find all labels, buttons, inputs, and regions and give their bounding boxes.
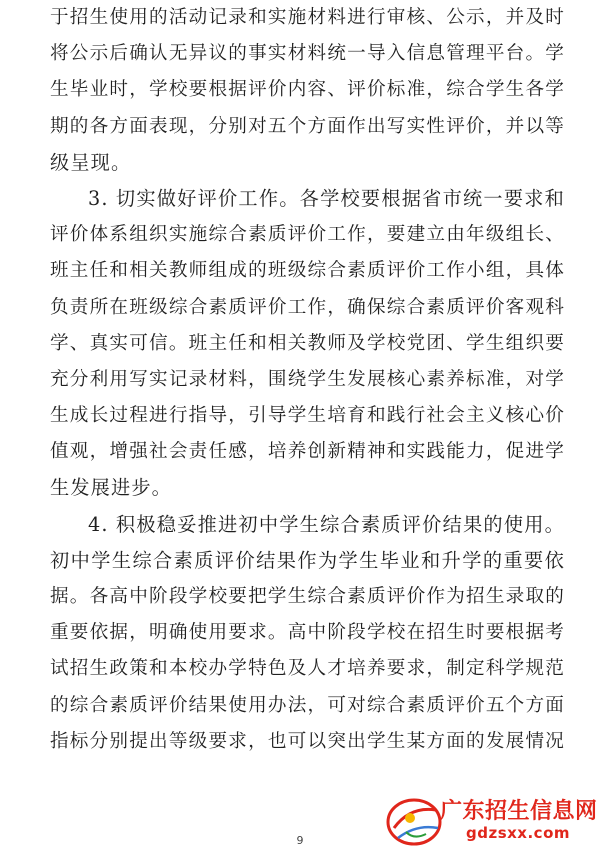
text-line: 于招生使用的活动记录和实施材料进行审核、公示，并及时 (50, 7, 565, 28)
text-line: 的综合素质评价结果使用办法，可对综合素质评价五个方面 (50, 694, 565, 716)
text-line: 充分利用写实记录材料，围绕学生发展核心素养标准，对学 (50, 368, 565, 390)
text-line: 负责所在班级综合素质评价工作，确保综合素质评价客观科 (50, 296, 565, 318)
text-line: 班主任和相关教师组成的班级综合素质评价工作小组，具体 (50, 260, 565, 282)
text-line: 试招生政策和本校办学特色及人才培养要求，制定科学规范 (50, 658, 565, 680)
text-line: 级呈现。 (50, 150, 132, 174)
text-line: 初中学生综合素质评价结果作为学生毕业和升学的重要依 (50, 548, 565, 572)
text-line: 3. 切实做好评价工作。各学校要根据省市统一要求和 (88, 186, 565, 210)
text-line: 指标分别提出等级要求，也可以突出学生某方面的发展情况 (50, 730, 565, 752)
text-line: 4. 积极稳妥推进初中学生综合素质评价结果的使用。 (88, 512, 565, 536)
text-line: 生毕业时，学校要根据评价内容、评价标准，综合学生各学 (50, 79, 565, 101)
text-line: 评价体系组织实施综合素质评价工作，要建立由年级组长、 (50, 224, 565, 246)
watermark-site-name: 广东招生信息网 (440, 799, 598, 824)
watermark-site-url: gdzsxx.com (466, 824, 571, 842)
text-line: 据。各高中阶段学校要把学生综合素质评价作为招生录取的 (50, 586, 565, 607)
page-number: 9 (296, 834, 304, 847)
text-line: 期的各方面表现，分别对五个方面作出写实性评价，并以等 (50, 115, 565, 137)
text-line: 生发展进步。 (50, 476, 173, 500)
text-line: 生成长过程进行指导，引导学生培育和践行社会主义核心价 (50, 405, 565, 427)
text-line: 值观，增强社会责任感，培养创新精神和实践能力，促进学 (50, 441, 565, 463)
text-line: 重要依据，明确使用要求。高中阶段学校在招生时要根据考 (50, 622, 565, 644)
text-line: 将公示后确认无异议的事实材料统一导入信息管理平台。学 (50, 43, 565, 65)
text-line: 学、真实可信。班主任和相关教师及学校党团、学生组织要 (50, 332, 565, 354)
body-text (50, 0, 565, 760)
